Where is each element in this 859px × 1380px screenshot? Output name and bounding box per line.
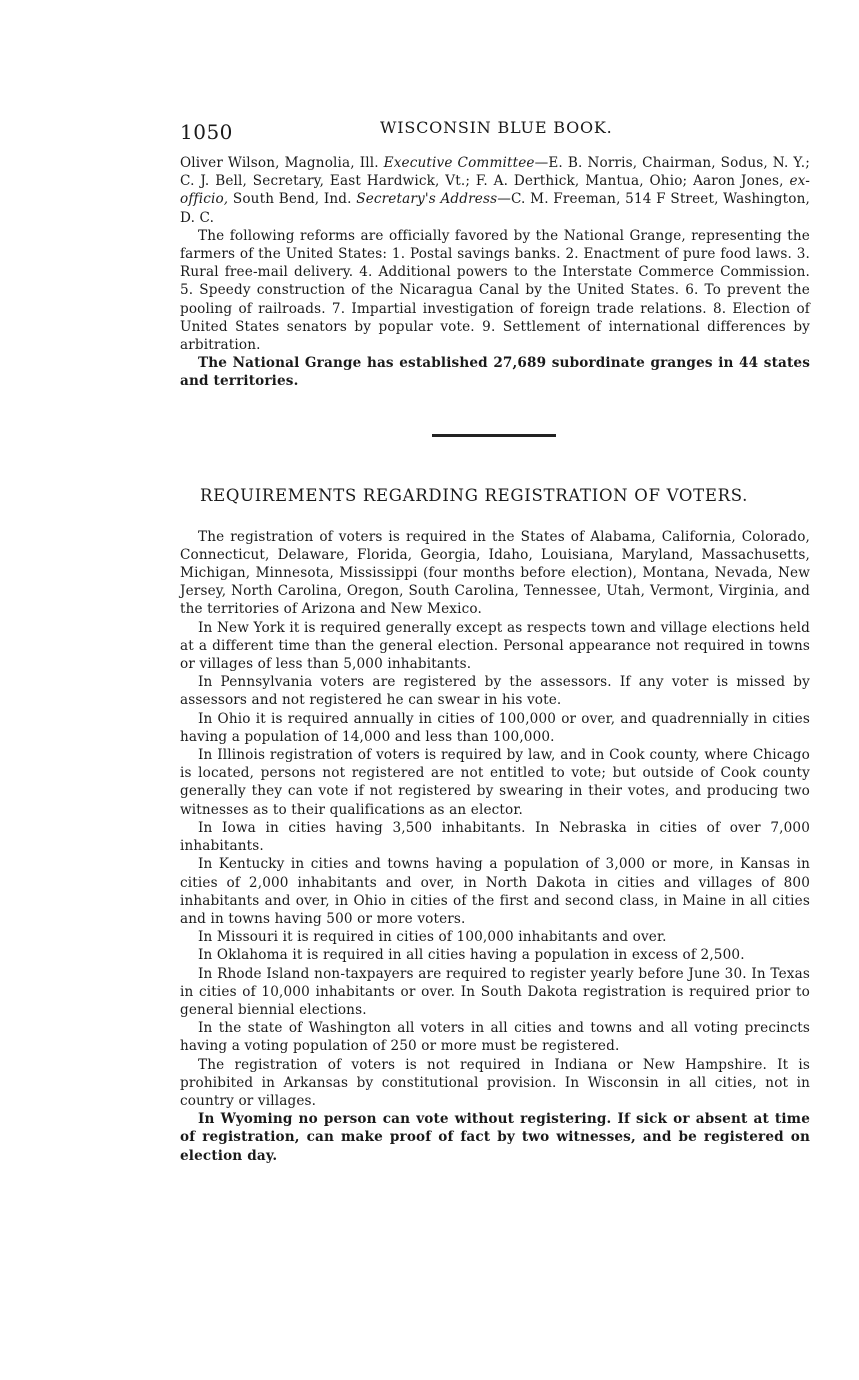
grange-officers-paragraph <box>180 154 810 227</box>
registration-paragraph: In Iowa in cities having 3,500 inhabitants. In Nebraska in cities of over 7,000 inhabitants. <box>180 819 810 855</box>
registration-paragraph: In Pennsylvania voters are registered by the assessors. If any voter is missed by assessors and not registered he can swear in his vote. <box>180 674 810 709</box>
section-heading: REQUIREMENTS REGARDING REGISTRATION OF VOTERS. <box>200 485 749 505</box>
registration-paragraph: In Kentucky in cities and towns having a population of 3,000 or more, in Kansas in cities of 2,000 inhabitants and over, in North Dakota in cities and villages of 800 inhabitants and over, in Ohio in cities of the first and second class, in Maine in all cities and in towns having 500 or more voters. <box>180 856 810 927</box>
registration-paragraph: In Oklahoma it is required in all cities having a population in excess of 2,500. <box>198 947 745 964</box>
registration-paragraph: In Wyoming no person can vote without registering. If sick or absent at time of registration, can make proof of fact by two witnesses, and be registered on election day. <box>180 1111 810 1164</box>
ex-officio-label: ex-officio, <box>180 173 810 208</box>
grange-officers-text-3: South Bend, Ind. <box>232 191 352 208</box>
registration-paragraph: In Missouri it is required in cities of 100,000 inhabitants and over. <box>198 929 667 946</box>
registration-paragraph: In the state of Washington all voters in all cities and towns and all voting precincts having a voting population of 250 or more must be registered. <box>180 1020 810 1055</box>
registration-paragraph: In Illinois registration of voters is required by law, and in Cook county, where Chicago is located, persons not registered are not entitled to vote; but outside of Cook county generally they can vote if not registered by swearing in their votes, and producing two witnesses as to their qualifications as an elector. <box>180 747 810 818</box>
running-title: WISCONSIN BLUE BOOK. <box>380 118 613 137</box>
page-number: 1050 <box>180 120 233 144</box>
executive-committee-label: Executive Committee <box>383 155 535 171</box>
registration-paragraph: The registration of voters is required in the States of Alabama, California, Colorado, Connecticut, Delaware, Florida, Georgia, Idaho, Louisiana, Maryland, Massachusetts, Michigan, Minnesota, Mississippi (four months before election), Montana, Nevada, New Jersey, North Carolina, Oregon, South Carolina, Tennessee, Utah, Vermont, Virginia, and the territories of Arizona and New Mexico. <box>180 528 810 618</box>
grange-reforms-paragraph: The following reforms are officially favored by the National Grange, representing the farmers of the United States: 1. Postal savings banks. 2. Enactment of pure food laws. 3. Rural free-mail delivery. 4. Additional powers to the Interstate Commerce Commission. 5. Speedy construction of the Nicaragua Canal by the United States. 6. To prevent the pooling of railroads. 7. Impartial investigation of foreign trade relations. 8. Election of United States senators by popular vote. 9. Settlement of international differences by arbitration. <box>180 227 810 354</box>
registration-paragraph: In Ohio it is required annually in cities of 100,000 or over, and quadrennially in cities having a population of 14,000 and less than 100,000. <box>180 710 810 745</box>
registration-paragraph: The registration of voters is not required in Indiana or New Hampshire. It is prohibited in Arkansas by constitutional provision. In Wisconsin in all cities, not in country or villages. <box>180 1056 810 1109</box>
grange-officers-text-2: —E. B. Norris, Chairman, Sodus, N. Y.; C. J. Bell, Secretary, East Hardwick, Vt.; F. A. Derthick, Mantua, Ohio; Aaron Jones, <box>180 155 810 190</box>
grange-officers-text-1: Oliver Wilson, Magnolia, Ill. <box>180 155 379 171</box>
running-head <box>180 118 810 146</box>
registration-paragraph: In New York it is required generally except as respects town and village elections held at a different time than the general election. Personal appearance not required in towns or villages of less than 5,000 inhabitants. <box>180 619 810 673</box>
grange-officers-text-4: —C. M. Freeman, 514 F Street, Washington, D. C. <box>180 191 810 226</box>
grange-established-paragraph: The National Grange has established 27,689 subordinate granges in 44 states and territories. <box>180 355 810 390</box>
book-page <box>180 118 810 1165</box>
section-divider <box>432 434 556 437</box>
secretary-address-label: Secretary's Address <box>356 191 498 208</box>
registration-paragraph: In Rhode Island non-taxpayers are required to register yearly before June 30. In Texas in cities of 10,000 inhabitants or over. In South Dakota registration is required prior to general biennial elections. <box>180 965 810 1018</box>
